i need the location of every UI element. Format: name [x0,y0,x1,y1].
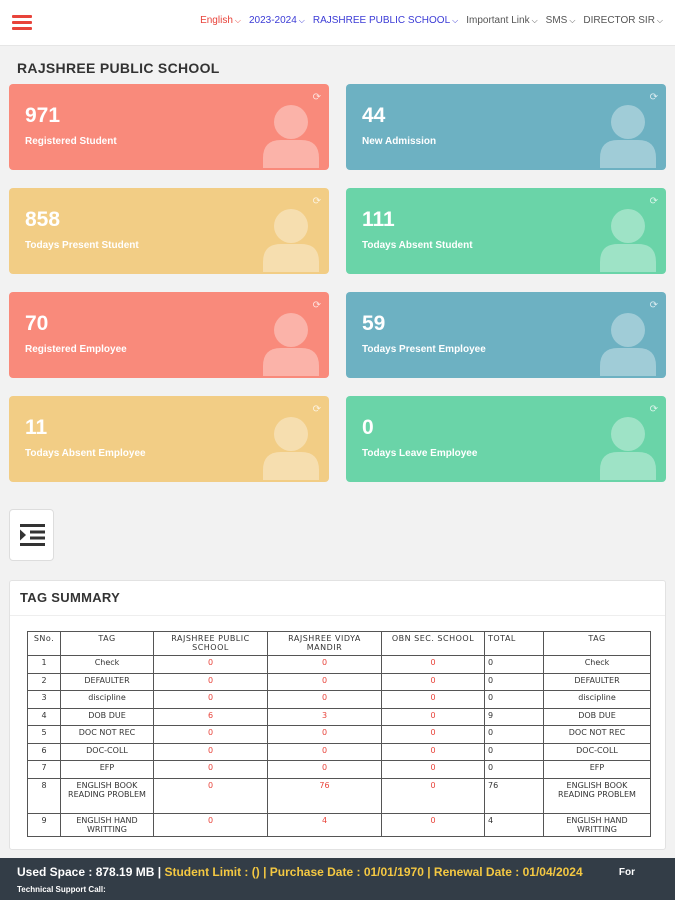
tag-summary-table [27,631,651,837]
school-dropdown[interactable]: RAJSHREE PUBLIC SCHOOL ⌵ [312,15,459,26]
card-todays-leave-employee[interactable] [346,396,666,482]
count-link[interactable]: 0 [268,761,382,779]
count-link[interactable]: 0 [154,656,268,674]
chevron-down-icon: ⌵ [234,16,241,25]
tag-cell: ENGLISH BOOK READING PROBLEM [61,778,154,813]
count-link[interactable]: 0 [154,726,268,744]
sms-dropdown[interactable]: SMS ⌵ [545,15,576,26]
sno-cell: 2 [28,673,61,691]
card-value: 858 [25,208,61,231]
user-icon [598,414,658,480]
card-label: Registered Student [25,136,117,147]
column-header: SNo. [28,632,61,656]
total-cell: 0 [485,726,544,744]
card-registered-student[interactable] [9,84,329,170]
count-link[interactable]: 0 [382,743,485,761]
count-link[interactable]: 0 [382,656,485,674]
hamburger-icon[interactable] [12,15,32,31]
card-label: Todays Present Student [25,240,139,251]
chevron-down-icon: ⌵ [656,16,663,25]
card-label: New Admission [362,136,437,147]
session-dropdown[interactable]: 2023-2024 ⌵ [248,15,305,26]
column-header: TAG [61,632,154,656]
card-label: Todays Leave Employee [362,448,478,459]
table-row [28,726,651,744]
column-header: TAG [544,632,651,656]
usage-info [17,865,583,879]
count-link[interactable]: 3 [268,708,382,726]
chevron-down-icon: ⌵ [298,16,305,25]
refresh-icon[interactable]: ⟳ [649,92,658,103]
chevron-down-icon: ⌵ [569,16,576,25]
card-value: 0 [362,416,374,439]
count-link[interactable]: 0 [268,691,382,709]
support-label: Technical Support Call: [17,885,106,894]
table-row [28,691,651,709]
column-header: RAJSHREE VIDYA MANDIR [268,632,382,656]
count-link[interactable]: 0 [382,761,485,779]
card-label: Registered Employee [25,344,127,355]
user-dropdown[interactable]: DIRECTOR SIR ⌵ [583,15,663,26]
used-space-text: Used Space : 878.19 MB [17,865,155,879]
status-footer [0,858,675,900]
tag-summary-panel [9,580,666,850]
tag-cell: DOC NOT REC [544,726,651,744]
total-cell: 0 [485,673,544,691]
tag-cell: discipline [544,691,651,709]
user-icon [261,414,321,480]
table-row [28,813,651,836]
card-value: 971 [25,104,61,127]
table-header-row [28,632,651,656]
tag-cell: DOC-COLL [544,743,651,761]
sno-cell: 9 [28,813,61,836]
count-link[interactable]: 0 [382,691,485,709]
card-new-admission[interactable] [346,84,666,170]
chevron-down-icon: ⌵ [531,16,538,25]
sno-cell: 8 [28,778,61,813]
count-link[interactable]: 0 [154,691,268,709]
card-value: 70 [25,312,49,335]
card-label: Todays Absent Employee [25,448,146,459]
user-icon [598,310,658,376]
sno-cell: 7 [28,761,61,779]
tag-cell: Check [544,656,651,674]
tag-cell: EFP [61,761,154,779]
tag-cell: DOB DUE [544,708,651,726]
tag-cell: DOC-COLL [61,743,154,761]
count-link[interactable]: 0 [268,726,382,744]
sno-cell: 3 [28,691,61,709]
count-link[interactable]: 0 [382,673,485,691]
tag-cell: DOB DUE [61,708,154,726]
tag-cell: EFP [544,761,651,779]
card-value: 111 [362,208,395,231]
tag-cell: Check [61,656,154,674]
tag-cell: ENGLISH HAND WRITTING [61,813,154,836]
column-header: OBN SEC. SCHOOL [382,632,485,656]
user-icon [261,102,321,168]
tag-cell: discipline [61,691,154,709]
count-link[interactable]: 76 [268,778,382,813]
card-todays-absent-student[interactable] [346,188,666,274]
table-row [28,708,651,726]
refresh-icon[interactable]: ⟳ [649,196,658,207]
top-navbar [0,0,675,46]
count-link[interactable]: 0 [154,813,268,836]
count-link[interactable]: 0 [154,761,268,779]
user-icon [261,310,321,376]
tag-cell: DEFAULTER [61,673,154,691]
total-cell: 0 [485,761,544,779]
card-todays-present-employee[interactable] [346,292,666,378]
card-value: 44 [362,104,386,127]
subscription-details: Student Limit : () | Purchase Date : 01/01/1970 | Renewal Date : 01/04/2024 [164,865,583,879]
language-dropdown[interactable]: English ⌵ [200,15,241,26]
sidebar-toggle-button[interactable] [9,509,54,561]
user-icon [261,206,321,272]
count-link[interactable]: 4 [268,813,382,836]
total-cell: 0 [485,656,544,674]
count-link[interactable]: 0 [382,726,485,744]
count-link[interactable]: 0 [154,778,268,813]
table-row [28,761,651,779]
tag-cell: DEFAULTER [544,673,651,691]
refresh-icon[interactable]: ⟳ [312,92,321,103]
separator: | [154,865,165,879]
count-link[interactable]: 0 [154,673,268,691]
sno-cell: 5 [28,726,61,744]
card-label: Todays Present Employee [362,344,486,355]
count-link[interactable]: 0 [382,708,485,726]
refresh-icon[interactable]: ⟳ [649,404,658,415]
tag-cell: ENGLISH HAND WRITTING [544,813,651,836]
count-link[interactable]: 0 [382,778,485,813]
refresh-icon[interactable]: ⟳ [312,196,321,207]
card-label: Todays Absent Student [362,240,473,251]
count-link[interactable]: 0 [382,813,485,836]
card-value: 59 [362,312,386,335]
table-row [28,778,651,813]
indent-icon [20,524,45,546]
important-link-dropdown[interactable]: Important Link ⌵ [466,15,538,26]
table-row [28,656,651,674]
card-todays-present-student[interactable] [9,188,329,274]
table-row [28,743,651,761]
page-title: RAJSHREE PUBLIC SCHOOL [17,60,220,76]
user-icon [598,206,658,272]
for-label: For [618,867,635,878]
column-header: RAJSHREE PUBLIC SCHOOL [154,632,268,656]
panel-title: TAG SUMMARY [20,590,121,605]
card-todays-absent-employee[interactable] [9,396,329,482]
chevron-down-icon: ⌵ [452,16,459,25]
refresh-icon[interactable]: ⟳ [312,404,321,415]
total-cell: 76 [485,778,544,813]
tag-cell: ENGLISH BOOK READING PROBLEM [544,778,651,813]
total-cell: 9 [485,708,544,726]
card-registered-employee[interactable] [9,292,329,378]
card-value: 11 [25,416,48,439]
top-nav-menu [200,15,663,26]
sno-cell: 1 [28,656,61,674]
count-link[interactable]: 0 [268,656,382,674]
divider [10,615,665,616]
refresh-icon[interactable]: ⟳ [649,300,658,311]
count-link[interactable]: 6 [154,708,268,726]
tag-cell: DOC NOT REC [61,726,154,744]
refresh-icon[interactable]: ⟳ [312,300,321,311]
count-link[interactable]: 0 [268,673,382,691]
total-cell: 0 [485,691,544,709]
column-header: TOTAL [485,632,544,656]
total-cell: 4 [485,813,544,836]
sno-cell: 4 [28,708,61,726]
table-row [28,673,651,691]
total-cell: 0 [485,743,544,761]
count-link[interactable]: 0 [268,743,382,761]
count-link[interactable]: 0 [154,743,268,761]
sno-cell: 6 [28,743,61,761]
user-icon [598,102,658,168]
